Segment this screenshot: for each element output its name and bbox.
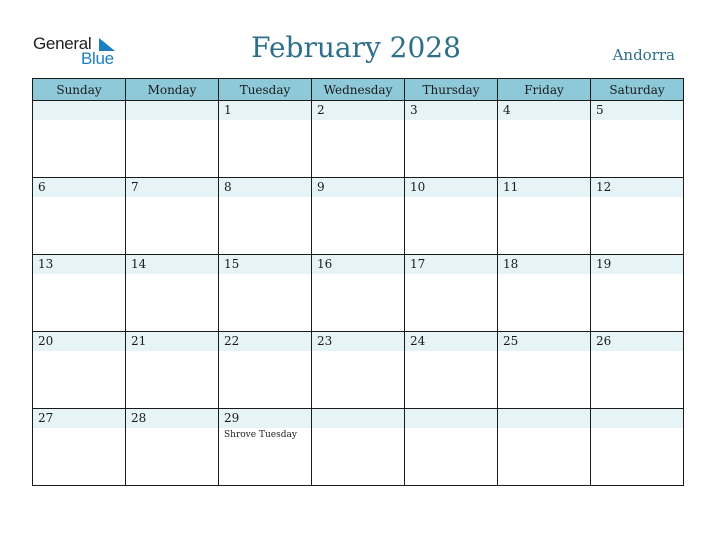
day-cell[interactable] xyxy=(126,255,219,332)
day-cell[interactable] xyxy=(312,409,405,486)
day-number: 12 xyxy=(591,178,683,197)
day-number: 4 xyxy=(498,101,590,120)
day-number xyxy=(591,409,683,428)
day-cell[interactable] xyxy=(405,409,498,486)
day-cell[interactable] xyxy=(312,178,405,255)
day-cell[interactable] xyxy=(126,178,219,255)
day-number: 16 xyxy=(312,255,404,274)
day-number xyxy=(126,101,218,120)
day-cell[interactable] xyxy=(405,332,498,409)
day-number: 25 xyxy=(498,332,590,351)
day-cell[interactable] xyxy=(219,332,312,409)
day-number: 26 xyxy=(591,332,683,351)
weekday-header-row xyxy=(33,79,684,101)
day-number: 20 xyxy=(33,332,125,351)
day-cell[interactable] xyxy=(498,409,591,486)
country-label: Andorra xyxy=(612,46,675,64)
day-cell[interactable] xyxy=(33,101,126,178)
day-cell[interactable] xyxy=(498,178,591,255)
weekday-saturday: Saturday xyxy=(591,79,684,101)
day-cell[interactable] xyxy=(591,255,684,332)
day-number xyxy=(33,101,125,120)
calendar-grid xyxy=(32,78,684,486)
day-cell[interactable] xyxy=(312,255,405,332)
logo-blue-text: Blue xyxy=(81,49,114,68)
day-number: 8 xyxy=(219,178,311,197)
day-number: 2 xyxy=(312,101,404,120)
weekday-tuesday: Tuesday xyxy=(219,79,312,101)
weekday-friday: Friday xyxy=(498,79,591,101)
day-cell[interactable] xyxy=(312,101,405,178)
day-number: 15 xyxy=(219,255,311,274)
day-cell[interactable] xyxy=(219,178,312,255)
calendar-body xyxy=(33,101,684,486)
day-cell[interactable] xyxy=(498,255,591,332)
day-cell[interactable] xyxy=(126,101,219,178)
week-row xyxy=(33,101,684,178)
day-number: 6 xyxy=(33,178,125,197)
page-title: February 2028 xyxy=(251,31,461,64)
day-number: 19 xyxy=(591,255,683,274)
day-cell[interactable] xyxy=(591,178,684,255)
day-number: 9 xyxy=(312,178,404,197)
day-cell[interactable] xyxy=(498,101,591,178)
day-number: 11 xyxy=(498,178,590,197)
day-number: 5 xyxy=(591,101,683,120)
day-cell[interactable] xyxy=(126,332,219,409)
week-row xyxy=(33,332,684,409)
day-number: 21 xyxy=(126,332,218,351)
day-number: 1 xyxy=(219,101,311,120)
day-cell[interactable] xyxy=(405,101,498,178)
day-number xyxy=(405,409,497,428)
day-cell[interactable] xyxy=(219,409,312,486)
day-cell[interactable] xyxy=(405,255,498,332)
day-cell[interactable] xyxy=(591,101,684,178)
logo-general-text: General xyxy=(33,34,92,53)
week-row xyxy=(33,255,684,332)
day-number: 24 xyxy=(405,332,497,351)
day-number: 23 xyxy=(312,332,404,351)
day-number: 28 xyxy=(126,409,218,428)
day-number xyxy=(498,409,590,428)
day-cell[interactable] xyxy=(219,101,312,178)
week-row xyxy=(33,409,684,486)
day-number: 3 xyxy=(405,101,497,120)
day-cell[interactable] xyxy=(312,332,405,409)
day-cell[interactable] xyxy=(219,255,312,332)
day-number: 27 xyxy=(33,409,125,428)
day-cell[interactable] xyxy=(591,409,684,486)
day-number: 10 xyxy=(405,178,497,197)
week-row xyxy=(33,178,684,255)
day-cell[interactable] xyxy=(126,409,219,486)
day-cell[interactable] xyxy=(33,255,126,332)
day-cell[interactable] xyxy=(33,332,126,409)
day-cell[interactable] xyxy=(33,409,126,486)
day-number: 17 xyxy=(405,255,497,274)
day-number: 13 xyxy=(33,255,125,274)
day-number: 14 xyxy=(126,255,218,274)
day-number xyxy=(312,409,404,428)
day-cell[interactable] xyxy=(405,178,498,255)
day-cell[interactable] xyxy=(591,332,684,409)
holiday-label: Shrove Tuesday xyxy=(224,430,297,440)
weekday-wednesday: Wednesday xyxy=(312,79,405,101)
weekday-monday: Monday xyxy=(126,79,219,101)
day-number: 29 xyxy=(219,409,311,428)
day-cell[interactable] xyxy=(498,332,591,409)
day-number: 18 xyxy=(498,255,590,274)
day-number: 7 xyxy=(126,178,218,197)
day-cell[interactable] xyxy=(33,178,126,255)
day-number: 22 xyxy=(219,332,311,351)
weekday-thursday: Thursday xyxy=(405,79,498,101)
weekday-sunday: Sunday xyxy=(33,79,126,101)
